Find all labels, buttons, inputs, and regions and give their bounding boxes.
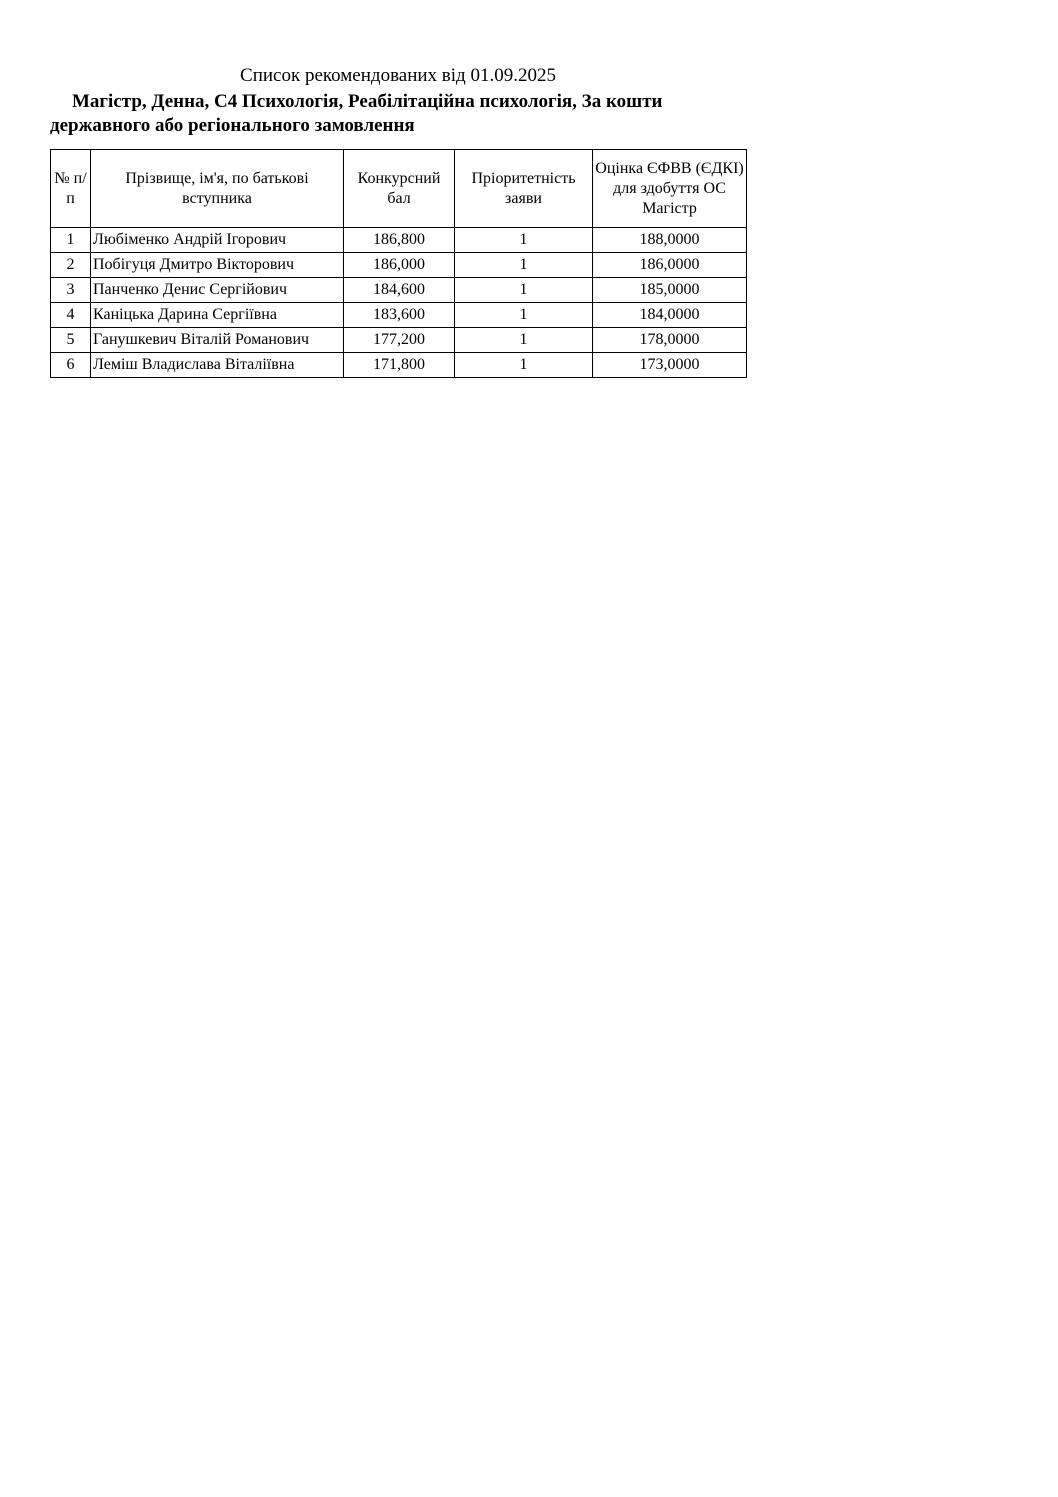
row-exam-score: 173,0000 [593,353,747,378]
row-number: 3 [51,278,91,303]
table-header-row [51,150,747,228]
header-exam-score: Оцінка ЄФВВ (ЄДКІ) для здобуття ОС Магістр [593,150,747,228]
row-number: 5 [51,328,91,353]
table-row [51,228,747,253]
row-exam-score: 184,0000 [593,303,747,328]
row-priority: 1 [455,353,593,378]
row-score: 186,000 [344,253,455,278]
row-score: 184,600 [344,278,455,303]
row-priority: 1 [455,328,593,353]
row-number: 1 [51,228,91,253]
header-score: Конкурсний бал [344,150,455,228]
row-exam-score: 178,0000 [593,328,747,353]
header-name: Прізвище, ім'я, по батькові вступника [91,150,344,228]
row-name: Ганушкевич Віталій Романович [91,328,344,353]
row-exam-score: 185,0000 [593,278,747,303]
recommended-list-table [50,149,747,378]
table-row [51,303,747,328]
table-row [51,353,747,378]
row-priority: 1 [455,228,593,253]
row-score: 186,800 [344,228,455,253]
header-number: № п/п [51,150,91,228]
row-exam-score: 188,0000 [593,228,747,253]
header-priority: Пріоритетність заяви [455,150,593,228]
row-exam-score: 186,0000 [593,253,747,278]
row-number: 6 [51,353,91,378]
table-row [51,278,747,303]
row-score: 177,200 [344,328,455,353]
row-priority: 1 [455,278,593,303]
row-name: Побігуця Дмитро Вікторович [91,253,344,278]
row-name: Панченко Денис Сергійович [91,278,344,303]
document-subtitle: Магістр, Денна, C4 Психологія, Реабілітаційна психологія, За кошти державного або регіонального замовлення [50,91,663,136]
table-row [51,253,747,278]
row-priority: 1 [455,253,593,278]
document-title: Список рекомендованих від 01.09.2025 [240,65,556,86]
row-score: 183,600 [344,303,455,328]
row-number: 4 [51,303,91,328]
row-score: 171,800 [344,353,455,378]
row-priority: 1 [455,303,593,328]
row-name: Каніцька Дарина Сергіївна [91,303,344,328]
row-number: 2 [51,253,91,278]
table-row [51,328,747,353]
row-name: Любіменко Андрій Ігорович [91,228,344,253]
row-name: Леміш Владислава Віталіївна [91,353,344,378]
